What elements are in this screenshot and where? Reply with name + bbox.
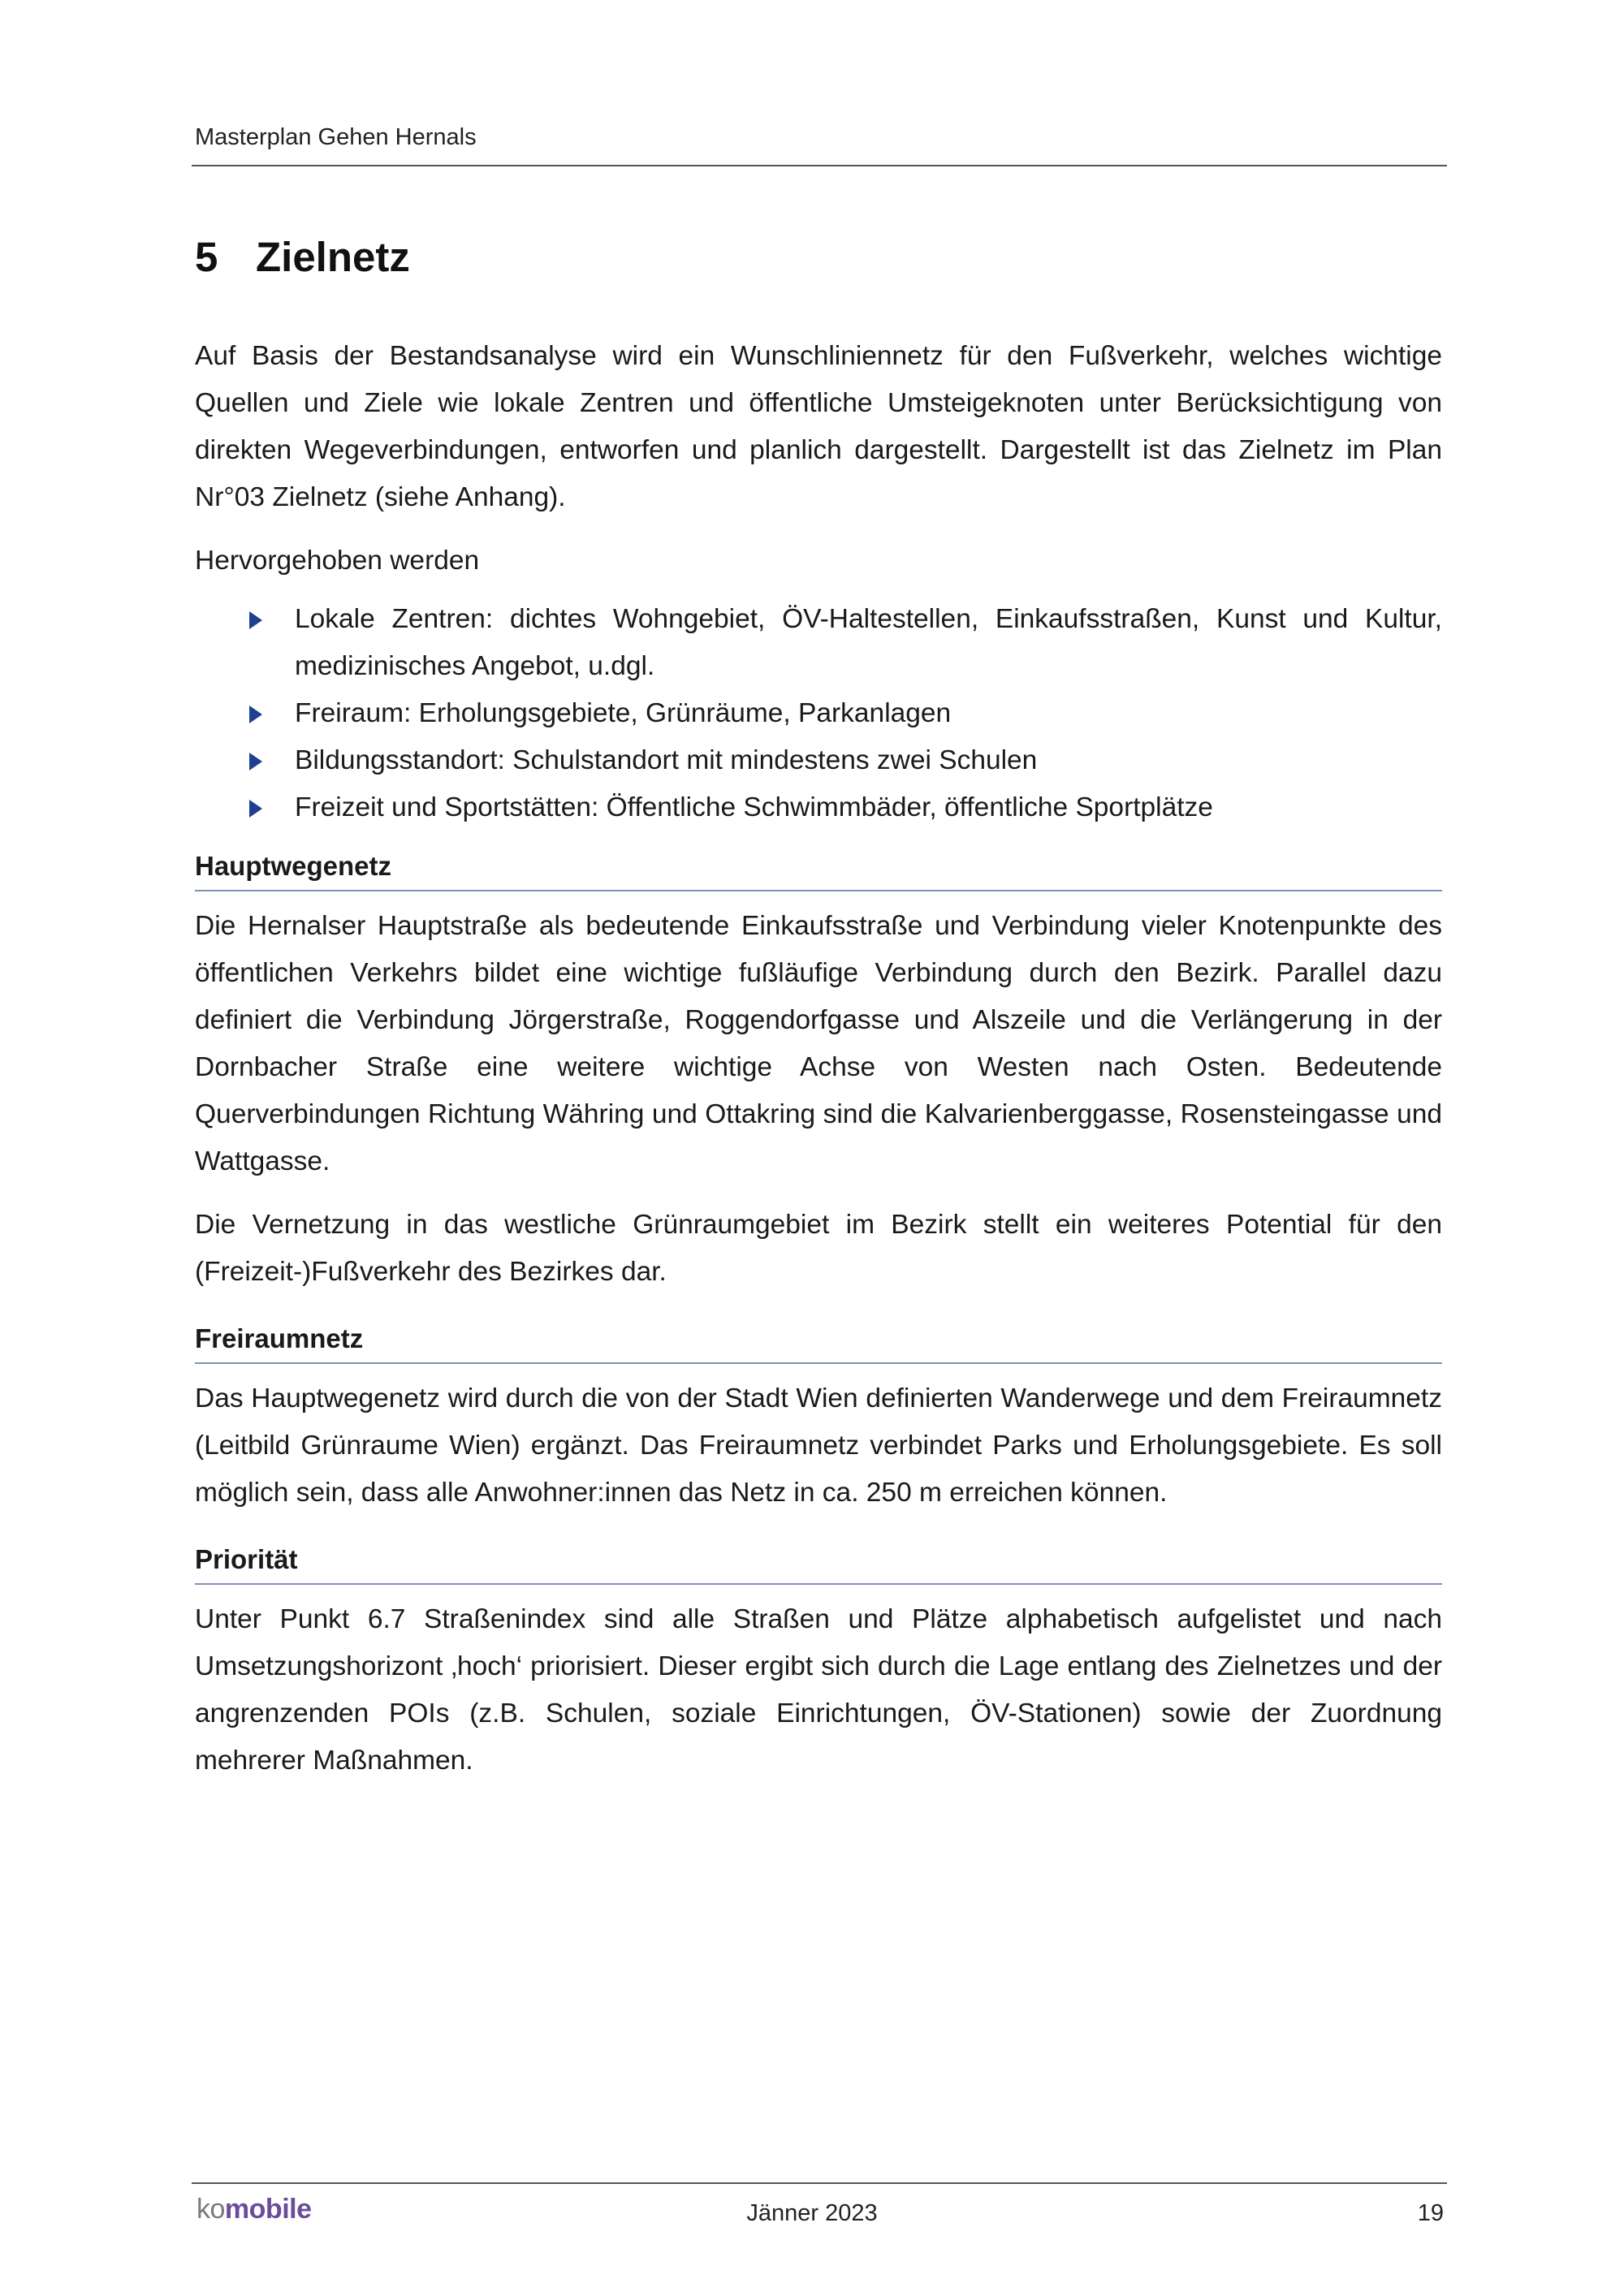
section-paragraph: Die Vernetzung in das westliche Grünraumgebiet im Bezirk stellt ein weiteres Potential für den (Freizeit-)Fußverkehr des Bezirkes dar. (195, 1210, 1442, 1287)
intro-paragraph: Auf Basis der Bestandsanalyse wird ein Wunschliniennetz für den Fußverkehr, welches wichtige Quellen und Ziele wie lokale Zentren und öffentliche Umsteigeknoten unter Berücksichtigung von direkten Wegeverbindungen, entworfen und planlich dargestellt. Dargestellt ist das Zielnetz im Plan Nr°03 Zielnetz (siehe Anhang). (195, 341, 1442, 512)
section-paragraph: Die Hernalser Hauptstraße als bedeutende Einkaufsstraße und Verbindung vieler Knotenpunkte des öffentlichen Verkehrs bildet eine wichtige fußläufige Verbindung durch den Bezirk. Parallel dazu definiert die Verbindung Jörgerstraße, Roggendorfgasse und Alszeile und die Verlängerung in der Dornbacher Straße eine weitere wichtige Achse von Westen nach Osten. Bedeutende Querverbindungen Richtung Währing und Ottakring sind die Kalvarienberggasse, Rosensteingasse und Wattgasse. (195, 911, 1442, 1176)
running-header: Masterplan Gehen Hernals (195, 124, 477, 150)
highlight-list (195, 596, 1442, 831)
chapter-heading (195, 233, 410, 281)
page-number: 19 (1417, 2200, 1444, 2226)
triangle-bullet-icon (249, 611, 262, 629)
footer-date: Jänner 2023 (746, 2200, 878, 2226)
section-hauptwegenetz (195, 839, 1442, 1296)
section-paragraph: Das Hauptwegenetz wird durch die von der Stadt Wien definierten Wanderwege und dem Freiraumnetz (Leitbild Grünraume Wien) ergänzt. Das Freiraumnetz verbindet Parks und Erholungsgebiete. Es soll möglich sein, dass alle Anwohner:innen das Netz in ca. 250 m erreichen können. (195, 1383, 1442, 1508)
section-paragraph: Unter Punkt 6.7 Straßenindex sind alle Straßen und Plätze alphabetisch aufgelistet und nach Umsetzungshorizont ‚hoch‘ priorisiert. Dieser ergibt sich durch die Lage entlang des Zielnetzes und der angrenzenden POIs (z.B. Schulen, soziale Einrichtungen, ÖV-Stationen) sowie der Zuordnung mehrerer Maßnahmen. (195, 1604, 1442, 1776)
list-item: Freizeit und Sportstätten: Öffentliche Schwimmbäder, öffentliche Sportplätze (195, 784, 1442, 831)
section-freiraumnetz (195, 1312, 1442, 1517)
list-item: Bildungsstandort: Schulstandort mit mindestens zwei Schulen (195, 737, 1442, 784)
chapter-number: 5 (195, 234, 218, 280)
footer-divider (192, 2182, 1447, 2184)
body-text (195, 333, 1442, 1801)
chapter-title: Zielnetz (256, 234, 410, 280)
triangle-bullet-icon (249, 706, 262, 723)
header-divider (192, 165, 1447, 166)
highlight-label: Hervorgehoben werden (195, 546, 480, 576)
komobile-logo: komobile (197, 2194, 312, 2225)
section-heading: Freiraumnetz (195, 1312, 1442, 1364)
section-heading: Hauptwegenetz (195, 839, 1442, 891)
section-prioritaet (195, 1533, 1442, 1785)
list-item: Lokale Zentren: dichtes Wohngebiet, ÖV-Haltestellen, Einkaufsstraßen, Kunst und Kultur, medizinisches Angebot, u.dgl. (195, 596, 1442, 690)
triangle-bullet-icon (249, 800, 262, 818)
section-heading: Priorität (195, 1533, 1442, 1585)
triangle-bullet-icon (249, 753, 262, 770)
list-item: Freiraum: Erholungsgebiete, Grünräume, Parkanlagen (195, 690, 1442, 737)
